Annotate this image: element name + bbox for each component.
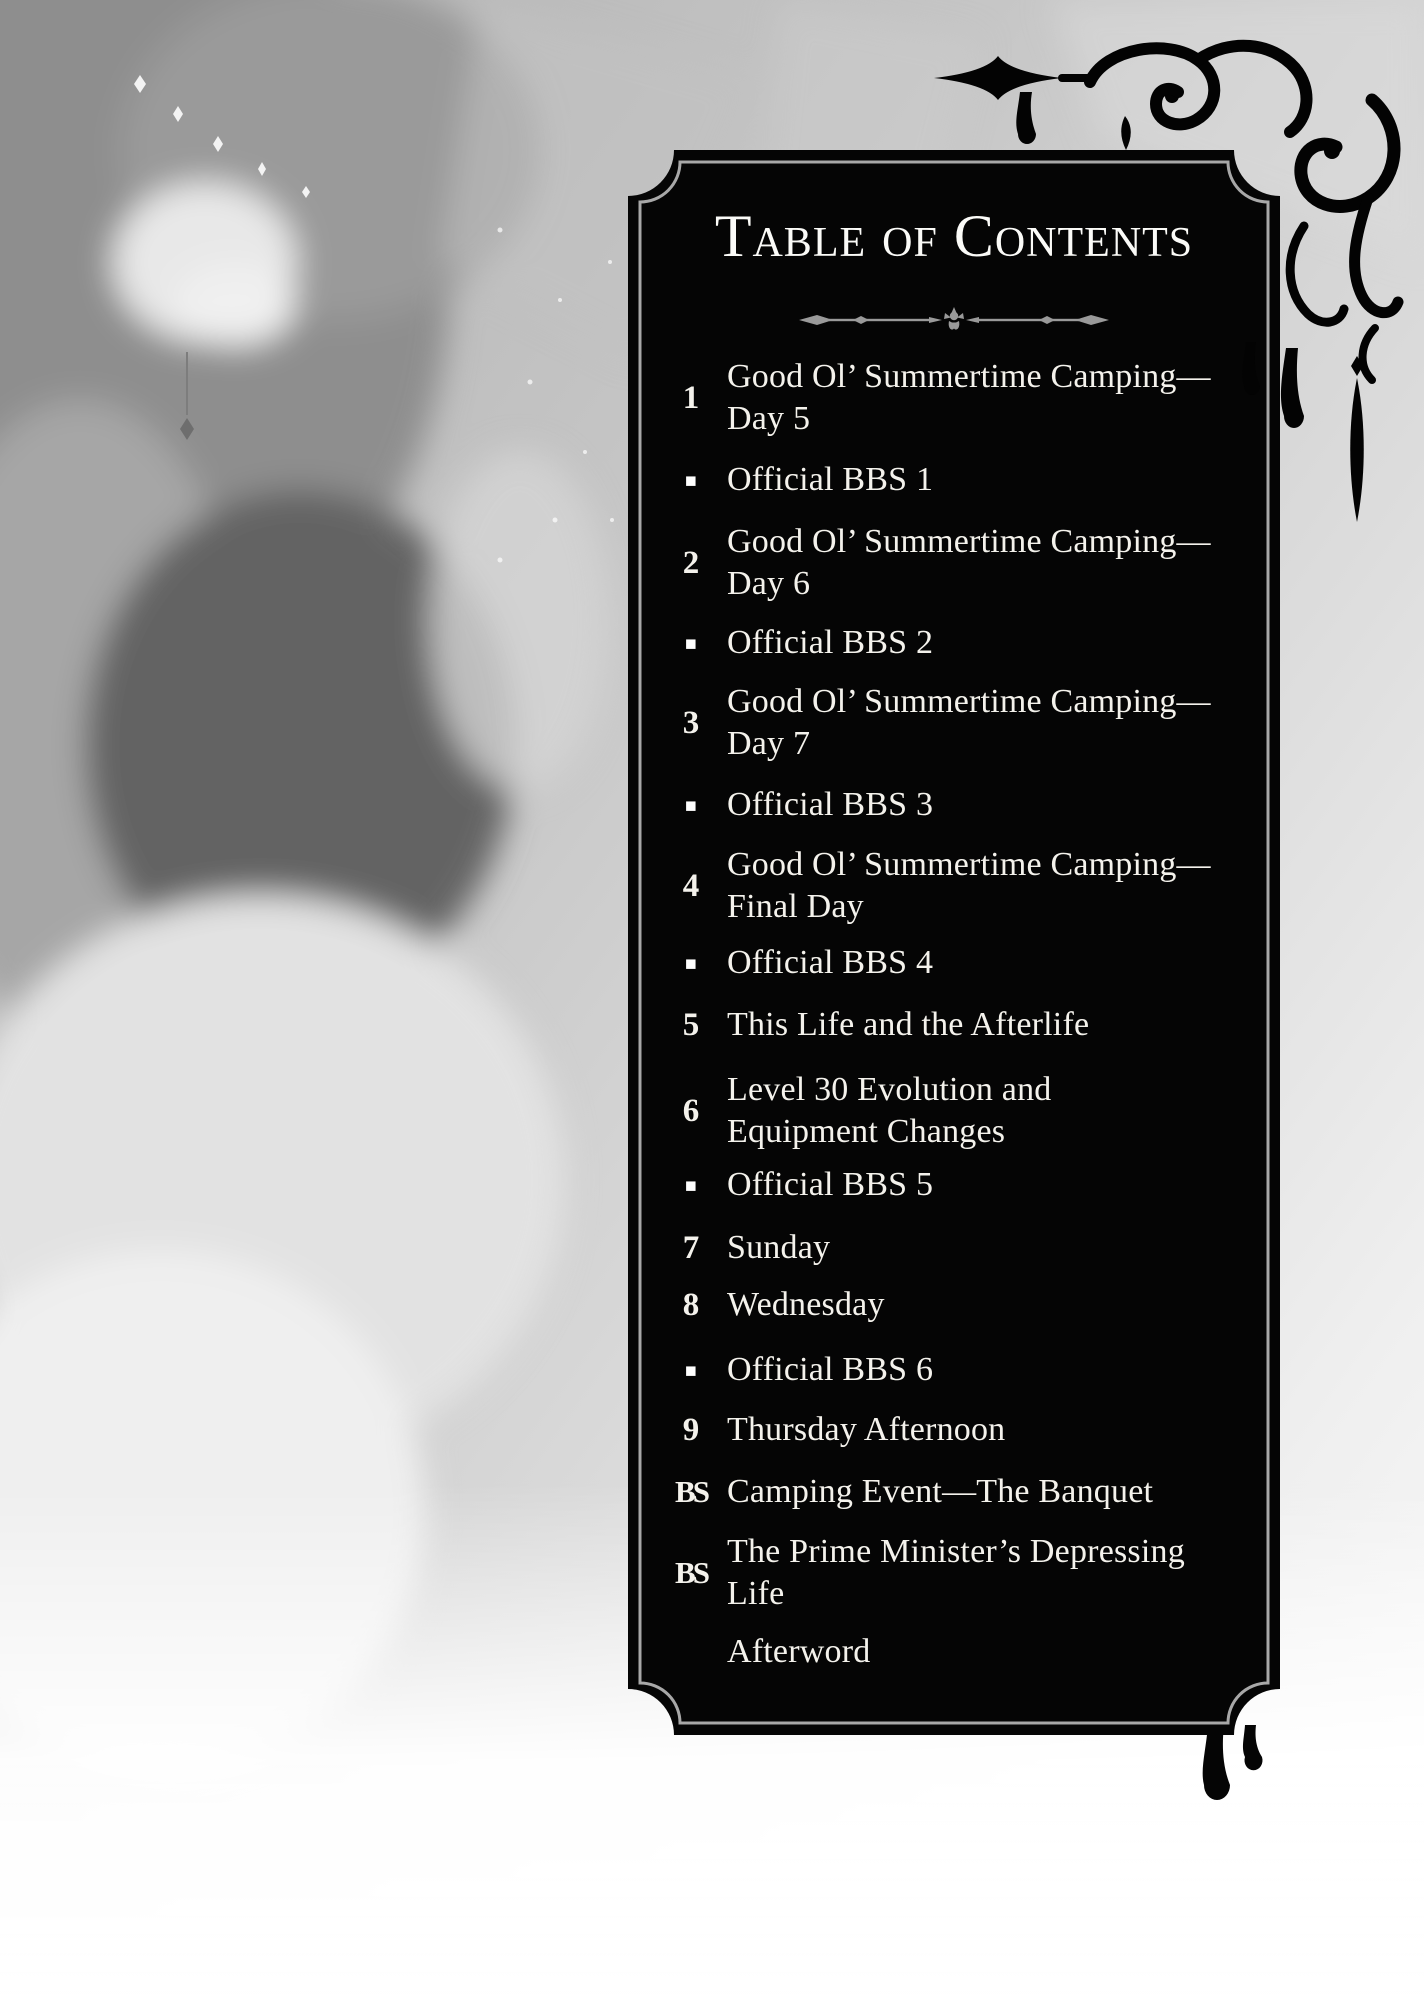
gothic-filigree-ornament-icon (920, 30, 1420, 550)
toc-row-bbs-6[interactable] (628, 1349, 1280, 1391)
entry-title: Good Ol’ Summertime Camping— Day 7 (727, 683, 1211, 762)
entry-title: This Life and the Afterlife (727, 1006, 1090, 1043)
square-bullet-icon: ▪ (684, 952, 698, 974)
toc-row-chapter-8[interactable] (628, 1284, 1280, 1326)
chapter-number: 2 (682, 545, 700, 581)
toc-row-chapter-6[interactable] (628, 1069, 1280, 1153)
entry-title: Thursday Afternoon (727, 1411, 1006, 1448)
entry-title: Official BBS 6 (727, 1351, 934, 1388)
entry-title: Good Ol’ Summertime Camping— Day 5 (727, 358, 1211, 437)
chapter-number: 7 (682, 1230, 700, 1266)
entry-title: Wednesday (727, 1286, 885, 1323)
square-bullet-icon: ▪ (684, 794, 698, 816)
entry-title: Camping Event—The Banquet (727, 1473, 1154, 1510)
toc-row-bbs-4[interactable] (628, 942, 1280, 984)
toc-row-chapter-4[interactable] (628, 844, 1280, 928)
entry-title: Level 30 Evolution and Equipment Changes (727, 1071, 1052, 1150)
toc-row-chapter-9[interactable] (628, 1409, 1280, 1451)
entry-title: Official BBS 5 (727, 1166, 934, 1203)
entry-title: Good Ol’ Summertime Camping— Final Day (727, 846, 1211, 925)
page-title: Table of Contents (714, 203, 1194, 269)
toc-row-bbs-5[interactable] (628, 1164, 1280, 1206)
toc-row-afterword[interactable] (628, 1631, 1280, 1673)
square-bullet-icon: ▪ (684, 1174, 698, 1196)
square-bullet-icon: ▪ (684, 1359, 698, 1381)
entry-title: Official BBS 3 (727, 786, 934, 823)
entry-title: Good Ol’ Summertime Camping— Day 6 (727, 523, 1211, 602)
toc-row-bonus-story-1[interactable] (628, 1471, 1280, 1513)
entry-title: Sunday (727, 1229, 831, 1266)
entry-title: Afterword (727, 1633, 871, 1670)
toc-row-chapter-5[interactable] (628, 1004, 1280, 1046)
toc-row-chapter-3[interactable] (628, 681, 1280, 765)
toc-row-bonus-story-2[interactable] (628, 1531, 1280, 1615)
chapter-number: 8 (682, 1287, 700, 1323)
square-bullet-icon: ▪ (684, 632, 698, 654)
chapter-number: 6 (682, 1093, 700, 1129)
chapter-number: 1 (682, 380, 700, 416)
chapter-number: 3 (682, 705, 700, 741)
square-bullet-icon: ▪ (684, 469, 698, 491)
bonus-story-label: BS (675, 1555, 707, 1590)
entry-title: Official BBS 4 (727, 944, 934, 981)
entry-title: The Prime Minister’s Depressing Life (727, 1533, 1185, 1612)
chapter-number: 5 (682, 1007, 700, 1043)
entry-title: Official BBS 1 (727, 461, 934, 498)
toc-row-chapter-7[interactable] (628, 1227, 1280, 1269)
entry-title: Official BBS 2 (727, 624, 934, 661)
chapter-number: 9 (682, 1412, 700, 1448)
chapter-number: 4 (682, 868, 700, 904)
bonus-story-label: BS (675, 1474, 707, 1509)
toc-row-bbs-3[interactable] (628, 784, 1280, 826)
toc-row-bbs-2[interactable] (628, 622, 1280, 664)
